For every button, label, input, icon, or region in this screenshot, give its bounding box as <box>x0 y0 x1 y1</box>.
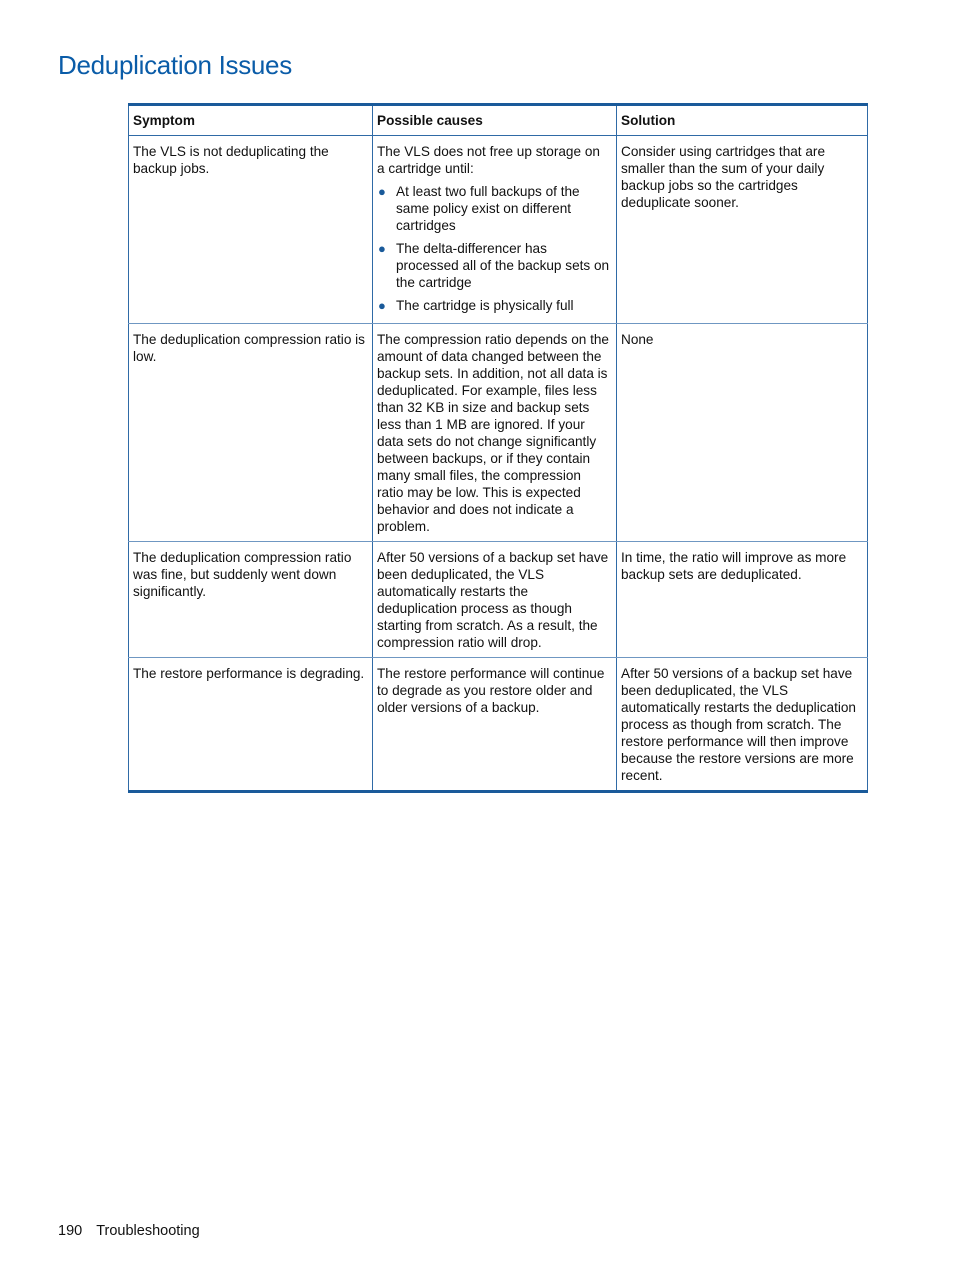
list-item-text: The delta-differencer has processed all of the backup sets on the cartridge <box>396 241 610 290</box>
solution-cell: None <box>617 324 868 542</box>
column-header-possible-causes: Possible causes <box>373 105 617 136</box>
causes-cell <box>373 136 617 324</box>
table-row <box>129 324 868 542</box>
causes-cell: The compression ratio depends on the amount of data changed between the backup sets. In addition, not all data is deduplicated. For example, files less than 32 KB in size and backup sets less than 1 MB are ignored. If your data sets do not change significantly between backups, or if they contain many small files, the compression ratio may be low. This is expected behavior and does not indicate a problem. <box>373 324 617 542</box>
footer-section-title: Troubleshooting <box>96 1223 200 1239</box>
solution-cell: Consider using cartridges that are smaller than the sum of your daily backup jobs so the cartridges deduplicate sooner. <box>617 136 868 324</box>
causes-cell: The restore performance will continue to degrade as you restore older and older versions of a backup. <box>373 658 617 792</box>
column-header-symptom: Symptom <box>129 105 373 136</box>
table-row <box>129 136 868 324</box>
symptom-cell: The VLS is not deduplicating the backup jobs. <box>129 136 373 324</box>
symptom-cell: The deduplication compression ratio is low. <box>129 324 373 542</box>
solution-cell: After 50 versions of a backup set have been deduplicated, the VLS automatically restarts the deduplication process as though from scratch. The restore performance will then improve because the restore versions are more recent. <box>617 658 868 792</box>
causes-intro: The VLS does not free up storage on a cartridge until: <box>377 144 600 176</box>
table-header-row <box>129 105 868 136</box>
page-title: Deduplication Issues <box>58 50 292 80</box>
causes-cell: After 50 versions of a backup set have been deduplicated, the VLS automatically restarts the deduplication process as though starting from scratch. As a result, the compression ratio will drop. <box>373 542 617 658</box>
list-item-text: At least two full backups of the same policy exist on different cartridges <box>396 184 580 233</box>
list-item-text: The cartridge is physically full <box>396 298 574 313</box>
causes-bullet-list <box>377 183 611 314</box>
page-footer <box>58 1223 200 1239</box>
solution-cell: In time, the ratio will improve as more backup sets are deduplicated. <box>617 542 868 658</box>
symptom-cell: The restore performance is degrading. <box>129 658 373 792</box>
bullet-icon: ● <box>378 184 386 199</box>
list-item <box>377 297 611 314</box>
column-header-solution: Solution <box>617 105 868 136</box>
table-row <box>129 658 868 792</box>
list-item <box>377 183 611 234</box>
bullet-icon: ● <box>378 241 386 256</box>
deduplication-issues-table <box>128 103 868 793</box>
table-row <box>129 542 868 658</box>
list-item <box>377 240 611 291</box>
bullet-icon: ● <box>378 298 386 313</box>
page-number: 190 <box>58 1223 83 1239</box>
symptom-cell: The deduplication compression ratio was fine, but suddenly went down significantly. <box>129 542 373 658</box>
